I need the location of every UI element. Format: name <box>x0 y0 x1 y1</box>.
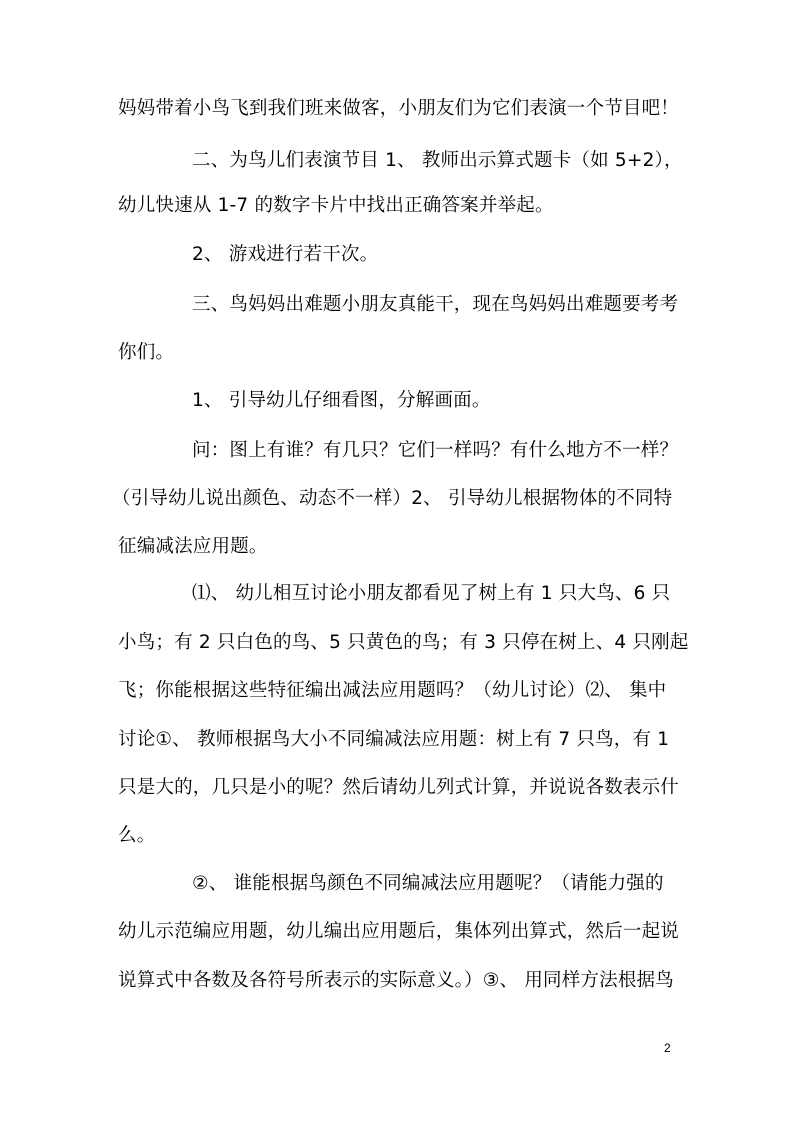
text-line: 只是大的，几只是小的呢？然后请幼儿列式计算，并说说各数表示什 <box>118 777 680 798</box>
text-line: 2、 游戏进行若干次。 <box>192 244 379 265</box>
text-line: 飞；你能根据这些特征编出减法应用题吗？（幼儿讨论）⑵、 集中 <box>118 680 667 701</box>
text-line: 讨论①、 教师根据鸟大小不同编减法应用题：树上有 7 只鸟，有 1 <box>118 729 670 750</box>
text-line: 征编减法应用题。 <box>118 536 268 557</box>
text-line: ⑴、 幼儿相互讨论小朋友都看见了树上有 1 只大鸟、6 只 <box>192 583 671 604</box>
text-line: 1、 引导幼儿仔细看图，分解画面。 <box>192 390 491 411</box>
text-line: 二、为鸟儿们表演节目 1、 教师出示算式题卡（如 5+2）， <box>192 150 683 171</box>
text-line: 幼儿示范编应用题，幼儿编出应用题后，集体列出算式，然后一起说 <box>118 921 680 942</box>
text-line: （引导幼儿说出颜色、动态不一样）2、 引导幼儿根据物体的不同特 <box>112 488 673 509</box>
page-number: 2 <box>664 1041 671 1055</box>
text-line: 说算式中各数及各符号所表示的实际意义。）③、 用同样方法根据鸟 <box>118 970 674 991</box>
text-line: 小鸟；有 2 只白色的鸟、5 只黄色的鸟；有 3 只停在树上、4 只刚起 <box>118 632 689 653</box>
text-line: 问：图上有谁？有几只？它们一样吗？有什么地方不一样？ <box>192 440 679 461</box>
text-line: 三、鸟妈妈出难题小朋友真能干，现在鸟妈妈出难题要考考 <box>192 294 679 315</box>
text-line: 么。 <box>118 825 156 846</box>
text-line: 幼儿快速从 1-7 的数字卡片中找出正确答案并举起。 <box>118 195 554 216</box>
text-line: 你们。 <box>118 342 175 363</box>
text-line: 妈妈带着小鸟飞到我们班来做客，小朋友们为它们表演一个节目吧！ <box>118 98 680 119</box>
text-line: ②、 谁能根据鸟颜色不同编减法应用题呢？（请能力强的 <box>192 873 664 894</box>
